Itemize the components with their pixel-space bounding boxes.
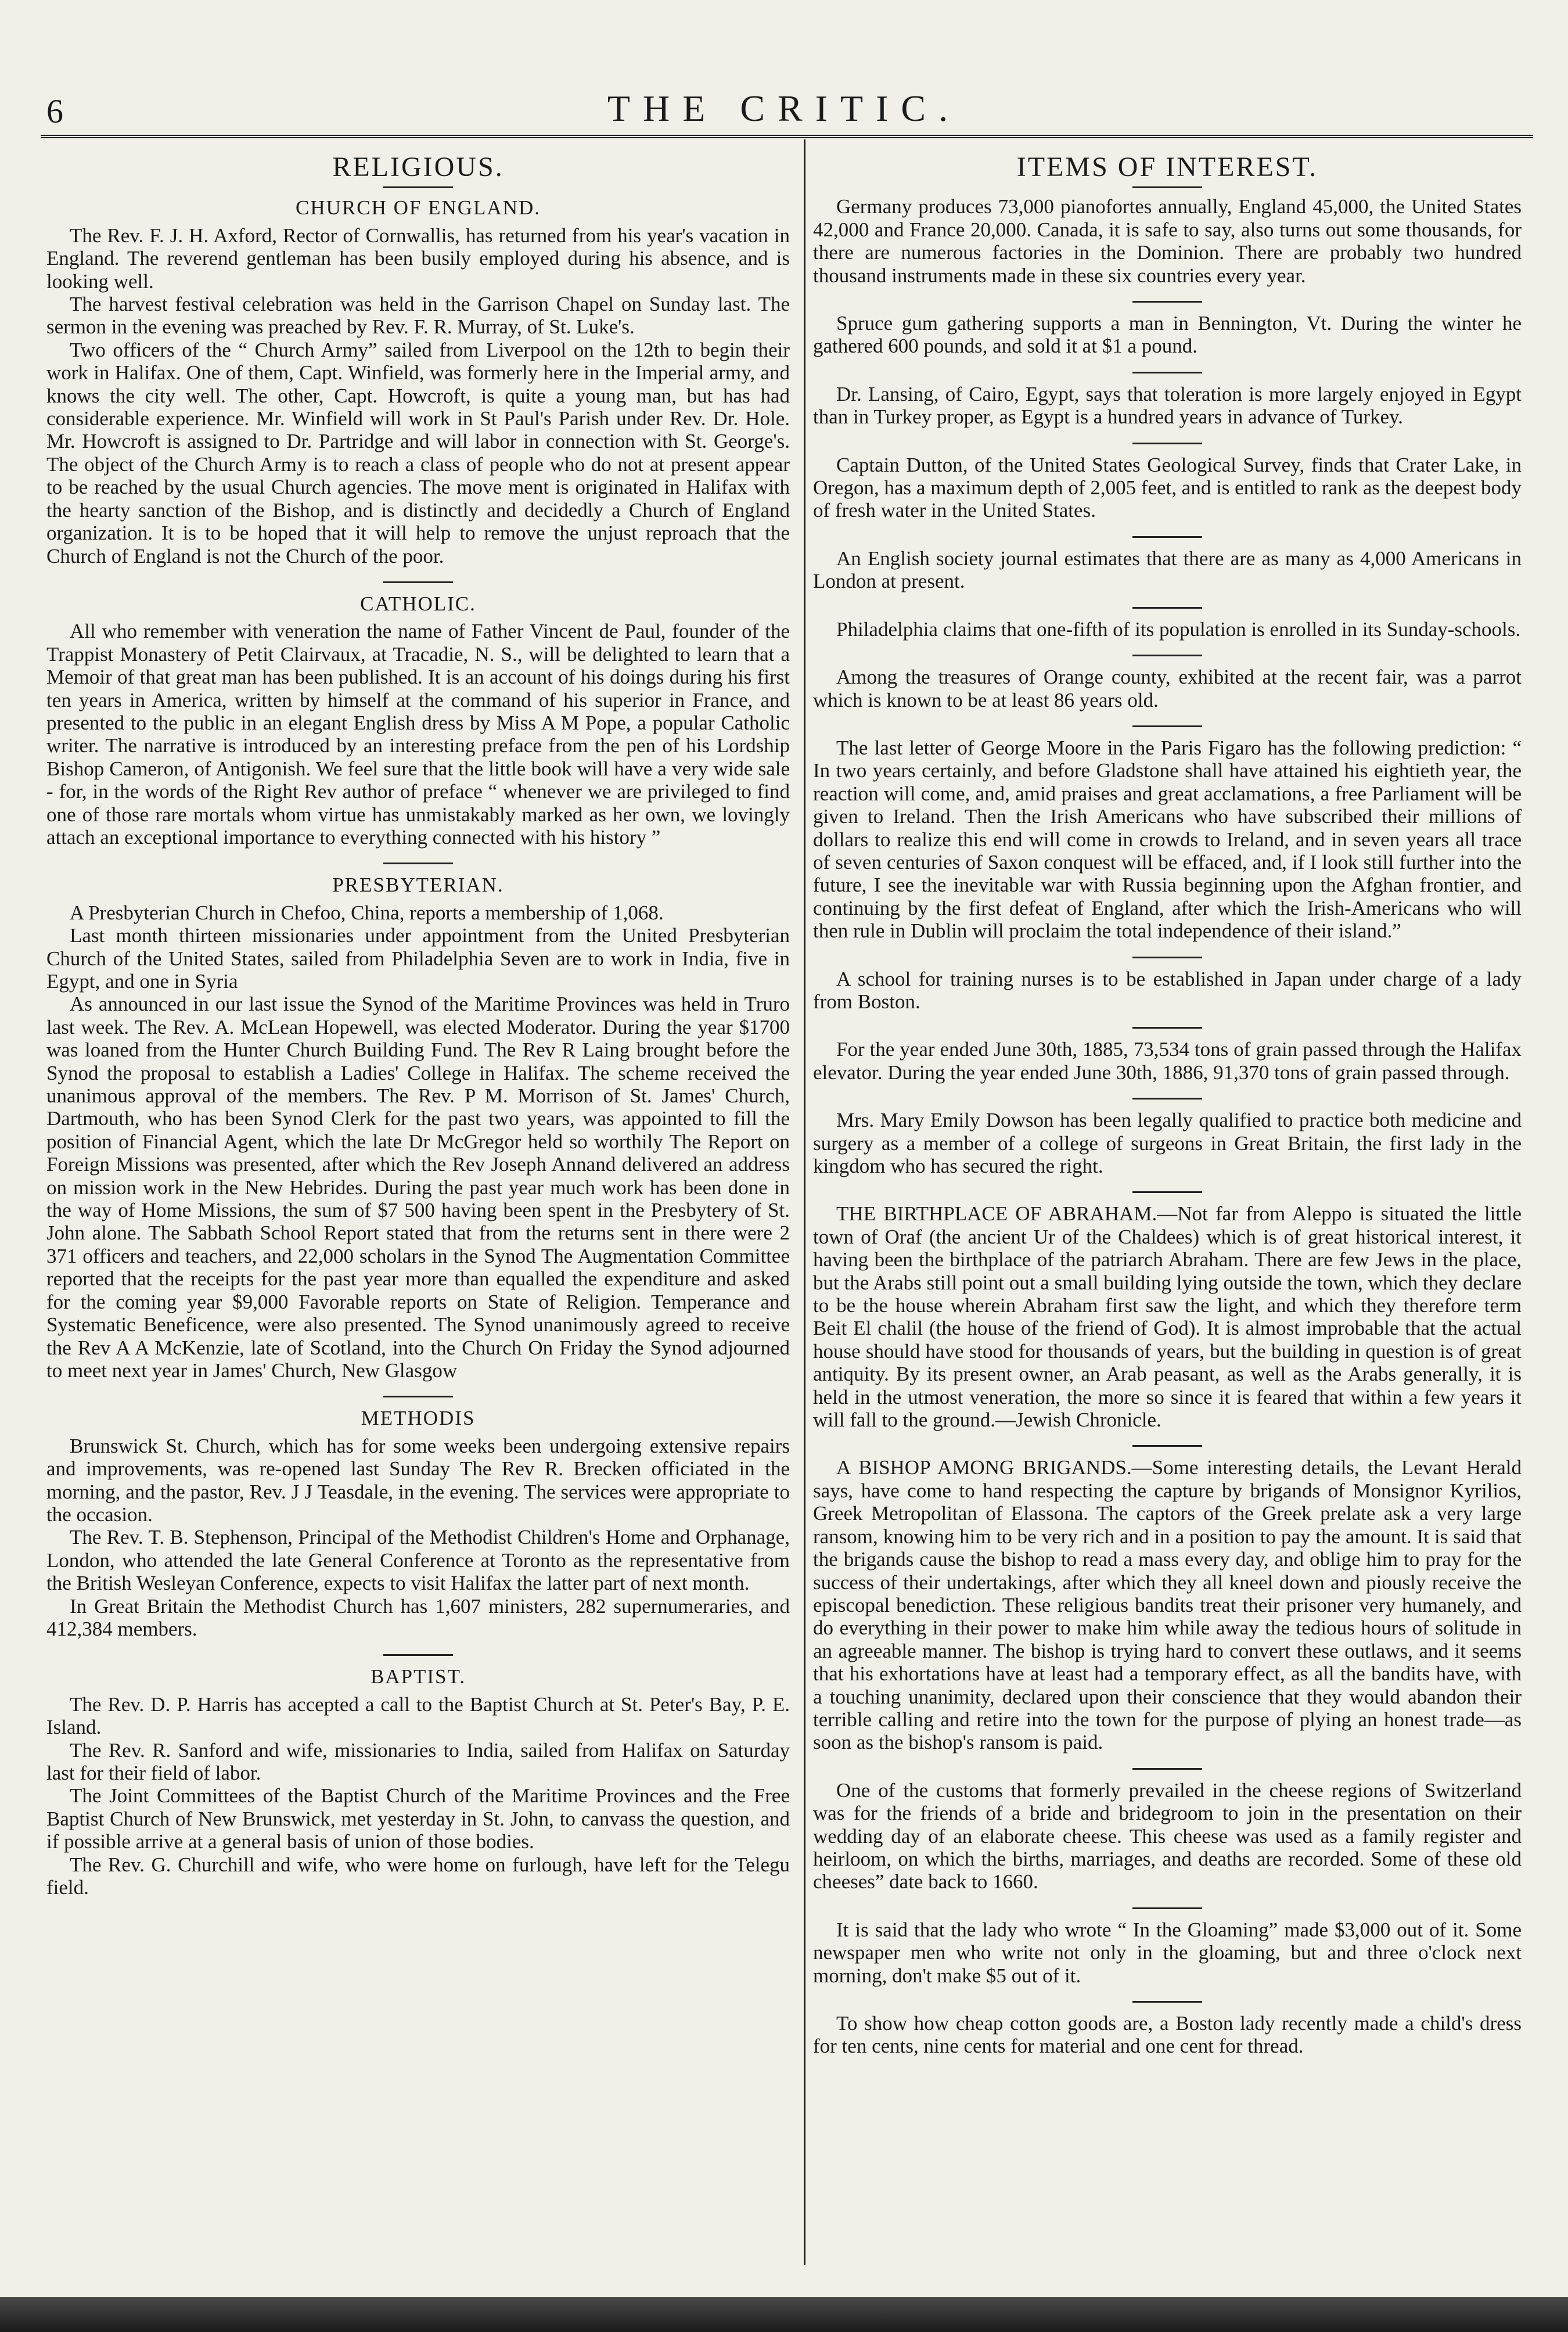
article-paragraph: The Rev. F. J. H. Axford, Rector of Cornwallis, has returned from his year's vacation in England. The reverend gentleman has been busily employed during his absence, and is looking well. (46, 224, 790, 293)
header-rule (41, 135, 1533, 138)
item-rule (1132, 1098, 1202, 1099)
news-item: For the year ended June 30th, 1885, 73,534 tons of grain passed through the Halifax elevator. During the year ended June 30th, 1886, 91,370 tons of grain passed through. (813, 1038, 1522, 1084)
article-paragraph: The Rev. G. Churchill and wife, who were home on furlough, have left for the Telegu field. (46, 1853, 790, 1899)
section-rule (383, 581, 453, 583)
item-rule (1132, 443, 1202, 444)
items-of-interest-title: ITEMS OF INTEREST. (1016, 152, 1318, 182)
item-rule (1132, 1445, 1202, 1447)
news-item: An English society journal estimates that there are as many as 4,000 Americans in London at present. (813, 547, 1522, 593)
article-paragraph: A Presbyterian Church in Chefoo, China, reports a membership of 1,068. (70, 901, 664, 924)
news-item: THE BIRTHPLACE OF ABRAHAM.—Not far from Aleppo is situated the little town of Oraf (the ancient Ur of the Chaldees) which is of great historical interest, it having been the birthplace of the patriarch Abraham. There are few Jews in the place, but the Arabs still point out a small building lying outside the town, which they declare to be the house wherein Abraham first saw the light, and which they therefore term Beit El chalil (the house of the friend of God). It is almost improbable that the actual house should have stood for thousands of years, but the building in question is of great antiquity. By its present owner, an Arab peasant, as well as the Arabs generally, it is held in the utmost veneration, the more so since it is feared that within a few years it will fall to the ground.—Jewish Chronicle. (813, 1202, 1522, 1432)
article-paragraph: As announced in our last issue the Synod of the Maritime Provinces was held in Truro last week. The Rev. A. McLean Hopewell, was elected Moderator. During the year $1700 was loaned from the Hunter Church Building Fund. The Rev R Laing brought before the Synod the proposal to establish a Ladies' College in Halifax. The scheme received the unanimous approval of the members. The Rev. P M. Morrison of St. James' Church, Dartmouth, who has been Synod Clerk for the past two years, was appointed to fill the position of Financial Agent, which the late Dr McGregor held so worthily The Report on Foreign Missions was presented, after which the Rev Joseph Annand delivered an address on mission work in the New Hebrides. During the past year much work has been done in the way of Home Missions, the sum of $7 500 having been spent in the Presbytery of St. John alone. The Sabbath School Report stated that from the returns sent in there were 2 371 officers and teachers, and 22,000 scholars in the Synod The Augmentation Committee reported that the receipts for the past year more than equalled the expenditure and asked for the coming year $9,000 Favorable reports on State of Religion. Temperance and Systematic Beneficence, were also presented. The Synod unanimously agreed to receive the Rev A A McKenzie, late of Scotland, into the Church On Friday the Synod adjourned to meet next year in James' Church, New Glasgow (46, 993, 790, 1382)
page-number: 6 (46, 92, 63, 130)
news-item: To show how cheap cotton goods are, a Boston lady recently made a child's dress for ten cents, nine cents for material and one cent for thread. (813, 2012, 1522, 2058)
item-rule (1132, 372, 1202, 373)
item-rule (1132, 1907, 1202, 1909)
item-rule (1132, 725, 1202, 727)
article-paragraph: In Great Britain the Methodist Church has 1,607 ministers, 282 supernumeraries, and 412,384 members. (46, 1594, 790, 1640)
news-item: Spruce gum gathering supports a man in Bennington, Vt. During the winter he gathered 600 pounds, and sold it at $1 a pound. (813, 312, 1522, 358)
title-rule (383, 186, 453, 188)
methodist-heading: METHODIS (361, 1407, 476, 1430)
article-paragraph: Two officers of the “ Church Army” sailed from Liverpool on the 12th to begin their work in Halifax. One of them, Capt. Winfield, was formerly here in the Imperial army, and knows the city well. The other, Capt. Howcroft, is quite a young man, but has had considerable experience. Mr. Winfield will work in St Paul's Parish under Rev. Dr. Hole. Mr. Howcroft is assigned to Dr. Partridge and will labor in connection with St. George's. The object of the Church Army is to reach a class of people who do not at present appear to be reached by the usual Church agencies. The move ment is originated in Halifax with the hearty sanction of the Bishop, and is distinctly and decidedly a Church of England organization. It is to be hoped that it will help to remove the unjust reproach that the Church of England is not the Church of the poor. (46, 338, 790, 567)
church-of-england-heading: CHURCH OF ENGLAND. (296, 196, 541, 220)
section-rule (383, 863, 453, 864)
item-rule (1132, 301, 1202, 303)
section-rule (383, 1396, 453, 1397)
news-item: A BISHOP AMONG BRIGANDS.—Some interesting details, the Levant Herald says, have come to hand respecting the capture by brigands of Monsignor Kyrilios, Greek Metropolitan of Elassona. The captors of the Greek prelate ask a very large ransom, knowing him to be very rich and in a position to pay the amount. It is said that the brigands cause the bishop to read a mass every day, and oblige him to pray for the success of their undertakings, after which they all kneel down and piously receive the episcopal benediction. These religious bandits treat their prisoner very humanely, and do everything in their power to make him while away the tedious hours of solitude in an agreeable manner. The bishop is trying hard to convert these outlaws, and it seems that his exhortations have at least had a temporary effect, as all the bandits have, with a touching unanimity, declared upon their conscience that they would abandon their terrible calling and retire into the town for the purpose of plying an honest trade—as soon as the bishop's ransom is paid. (813, 1456, 1522, 1754)
article-paragraph: The Rev. R. Sanford and wife, missionaries to India, sailed from Halifax on Saturday last for their field of labor. (46, 1738, 790, 1784)
article-paragraph: The Rev. D. P. Harris has accepted a call to the Baptist Church at St. Peter's Bay, P. E. Island. (46, 1693, 790, 1739)
items-of-interest-column (813, 152, 1522, 2266)
item-rule (1132, 2001, 1202, 2003)
scan-bottom-edge (0, 2297, 1568, 2332)
news-item: Among the treasures of Orange county, exhibited at the recent fair, was a parrot which is known to be at least 86 years old. (813, 666, 1522, 712)
article-paragraph: All who remember with veneration the name of Father Vincent de Paul, founder of the Trappist Monastery of Petit Clairvaux, at Tracadie, N. S., will be delighted to learn that a Memoir of that great man has been published. It is an account of his doings during his first ten years in America, written by himself at the command of his superior in France, and presented to the public in an elegant English dress by Miss A M Pope, a popular Catholic writer. The narrative is introduced by an interesting preface from the pen of his Lordship Bishop Cameron, of Antigonish. We feel sure that the little book will have a very wide sale - for, in the words of the Right Rev author of preface “ whenever we are privileged to find one of those rare mortals whom virtue has unmistakably marked as her own, we lovingly attach an exceptional importance to everything connected with his history ” (46, 620, 790, 849)
article-paragraph: Brunswick St. Church, which has for some weeks been undergoing extensive repairs and improvements, was re-opened last Sunday The Rev R. Brecken officiated in the morning, and the pastor, Rev. J J Teasdale, in the evening. The services were appropriate to the occasion. (46, 1434, 790, 1526)
news-item: A school for training nurses is to be established in Japan under charge of a lady from Boston. (813, 967, 1522, 1013)
news-item: Dr. Lansing, of Cairo, Egypt, says that toleration is more largely enjoyed in Egypt than in Turkey proper, as Egypt is a hundred years in advance of Turkey. (813, 382, 1522, 429)
item-rule (1132, 607, 1202, 609)
title-rule (1132, 186, 1202, 188)
column-divider (804, 139, 805, 2265)
section-rule (383, 1654, 453, 1656)
item-rule (1132, 1027, 1202, 1029)
religious-column (46, 152, 790, 2266)
item-rule (1132, 1191, 1202, 1193)
news-item: Mrs. Mary Emily Dowson has been legally qualified to practice both medicine and surgery as a member of a college of surgeons in Great Britain, the first lady in the kingdom who has secured the right. (813, 1109, 1522, 1177)
news-item: Germany produces 73,000 pianofortes annually, England 45,000, the United States 42,000 and France 20,000. Canada, it is safe to say, also turns out some thousands, for there are numerous factories in the Dominion. There are probably two hundred thousand instruments made in these six countries every year. (813, 195, 1522, 287)
news-item: Philadelphia claims that one-fifth of its population is enrolled in its Sunday-schools. (836, 617, 1521, 641)
article-paragraph: The Joint Committees of the Baptist Church of the Maritime Provinces and the Free Baptist Church of New Brunswick, met yesterday in St. John, to canvass the question, and if possible arrive at a general basis of union of those bodies. (46, 1784, 790, 1853)
news-item: It is said that the lady who wrote “ In the Gloaming” made $3,000 out of it. Some newspaper men who write not only in the gloaming, but and three o'clock next morning, don't make $5 out of it. (813, 1918, 1522, 1987)
news-item: Captain Dutton, of the United States Geological Survey, finds that Crater Lake, in Oregon, has a maximum depth of 2,005 feet, and is entitled to rank as the deepest body of fresh water in the United States. (813, 453, 1522, 522)
article-paragraph: Last month thirteen missionaries under appointment from the United Presbyterian Church of the United States, sailed from Philadelphia Seven are to work in India, five in Egypt, and one in Syria (46, 924, 790, 993)
catholic-heading: CATHOLIC. (360, 592, 476, 615)
article-paragraph: The Rev. T. B. Stephenson, Principal of the Methodist Children's Home and Orphanage, London, who attended the late General Conference at Toronto as the representative from the British Wesleyan Conference, expects to visit Halifax the latter part of next month. (46, 1526, 790, 1595)
baptist-heading: BAPTIST. (370, 1665, 466, 1688)
item-rule (1132, 1768, 1202, 1770)
masthead-title: THE CRITIC. (607, 88, 961, 129)
item-rule (1132, 655, 1202, 656)
article-paragraph: The harvest festival celebration was held in the Garrison Chapel on Sunday last. The sermon in the evening was preached by Rev. F. R. Murray, of St. Luke's. (46, 293, 790, 339)
item-rule (1132, 957, 1202, 958)
news-item: One of the customs that formerly prevailed in the cheese regions of Switzerland was for the friends of a bride and bridegroom to join in the presentation on their wedding day of an elaborate cheese. This cheese was used as a family register and heirloom, on which the births, marriages, and deaths are recorded. Some of these old cheeses” date back to 1660. (813, 1778, 1522, 1893)
religious-title: RELIGIOUS. (332, 152, 504, 182)
presbyterian-heading: PRESBYTERIAN. (332, 874, 504, 897)
news-item: The last letter of George Moore in the Paris Figaro has the following prediction: “ In two years certainly, and before Gladstone shall have attained his eightieth year, the reaction will come, and, amid praises and great acclamations, a free Parliament will be given to Ireland. Then the Irish Americans who have subscribed their millions of dollars to realize this end will come in crowds to Ireland, and in seven years all trace of seven centuries of Saxon conquest will be effaced, and, if I look still further into the future, I see the inevitable war with Russia beginning upon the Afghan frontier, and continuing by the first defeat of England, after which the Irish-Americans who will then rule in Dublin will proclaim the total independence of their island.” (813, 736, 1522, 943)
item-rule (1132, 536, 1202, 538)
